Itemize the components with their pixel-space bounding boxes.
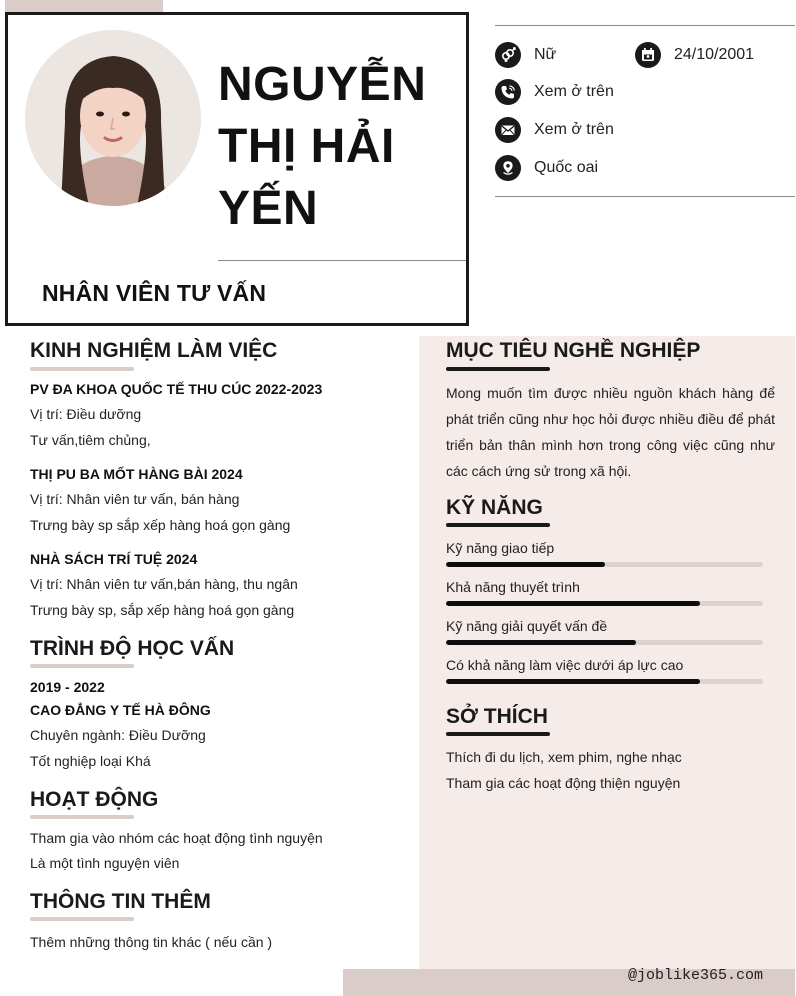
full-name — [218, 54, 458, 240]
activities-title-underline — [30, 815, 134, 819]
education-school: CAO ĐẲNG Y TẾ HÀ ĐÔNG — [30, 702, 211, 718]
skill-bar — [446, 679, 763, 684]
job-title: NHÂN VIÊN TƯ VẤN — [42, 280, 267, 306]
skill-bar — [446, 562, 763, 567]
contact-email — [495, 116, 614, 144]
name-line: THỊ HẢI — [218, 120, 395, 173]
skill-bar-fill — [446, 679, 700, 684]
skills-title: KỸ NĂNG — [446, 496, 543, 519]
skill-label: Khả năng thuyết trình — [446, 579, 580, 595]
phone-icon — [495, 79, 521, 105]
extra-info-line: Thêm những thông tin khác ( nếu cần ) — [30, 934, 273, 950]
skill-label: Kỹ năng giải quyết vấn đề — [446, 618, 608, 634]
gender-value: Nữ — [534, 46, 557, 63]
experience-line: Trưng bày sp sắp xếp hàng hoá gọn gàng — [30, 517, 291, 533]
objective-title: MỤC TIÊU NGHỀ NGHIỆP — [446, 339, 701, 362]
education-line: Chuyên ngành: Điều Dưỡng — [30, 727, 206, 743]
skill-label: Có khả năng làm việc dưới áp lực cao — [446, 657, 684, 673]
activity-line: Là một tình nguyện viên — [30, 855, 180, 871]
experience-heading: NHÀ SÁCH TRÍ TUỆ 2024 — [30, 551, 198, 567]
location-icon — [495, 155, 521, 181]
experience-line: Trưng bày sp, sắp xếp hàng hoá gọn gàng — [30, 602, 295, 618]
skill-bar-fill — [446, 562, 605, 567]
contact-birthday — [635, 41, 754, 69]
experience-heading: THỊ PU BA MỐT HÀNG BÀI 2024 — [30, 466, 243, 482]
name-line: NGUYỄN — [218, 58, 427, 111]
contact-gender — [495, 41, 556, 69]
birthday-value: 24/10/2001 — [674, 46, 755, 63]
skill-bar-fill — [446, 601, 700, 606]
phone-value: Xem ở trên — [534, 83, 614, 100]
objective-text: Mong muốn tìm được nhiều nguồn khách hàng để phát triển cũng như học hỏi được nhiều điều để phát triển bản thân mình hơn trong công việc cũng như các cách ứng sử trong xã hội. — [446, 385, 775, 479]
hobbies-title-underline — [446, 732, 550, 736]
experience-line: Vị trí: Điều dưỡng — [30, 406, 142, 422]
hobbies-title: SỞ THÍCH — [446, 705, 548, 728]
objective-title-underline — [446, 367, 550, 371]
hobby-line: Thích đi du lịch, xem phim, nghe nhạc — [446, 749, 682, 765]
contact-top-divider — [495, 25, 795, 26]
extra-info-title: THÔNG TIN THÊM — [30, 890, 211, 913]
experience-line: Vị trí: Nhân viên tư vấn,bán hàng, thu ngân — [30, 576, 298, 592]
extra-info-title-underline — [30, 917, 134, 921]
skills-title-underline — [446, 523, 550, 527]
avatar — [25, 30, 201, 206]
activity-line: Tham gia vào nhóm các hoạt động tình nguyện — [30, 830, 323, 846]
education-line: Tốt nghiệp loại Khá — [30, 753, 151, 769]
skill-bar-fill — [446, 640, 636, 645]
experience-title-underline — [30, 367, 134, 371]
name-line: YẾN — [218, 182, 319, 235]
experience-heading: PV ĐA KHOA QUỐC TẾ THU CÚC 2022-2023 — [30, 381, 323, 397]
education-title: TRÌNH ĐỘ HỌC VẤN — [30, 637, 235, 660]
activities-title: HOẠT ĐỘNG — [30, 788, 159, 811]
contact-phone — [495, 78, 614, 106]
education-title-underline — [30, 664, 134, 668]
profile-photo — [25, 30, 201, 206]
mail-icon — [495, 117, 521, 143]
skill-label: Kỹ năng giao tiếp — [446, 540, 555, 556]
address-value: Quốc oai — [534, 159, 599, 176]
education-period: 2019 - 2022 — [30, 679, 105, 695]
skill-bar — [446, 601, 763, 606]
hobby-line: Tham gia các hoạt động thiện nguyện — [446, 775, 681, 791]
contact-address — [495, 154, 598, 182]
email-value: Xem ở trên — [534, 121, 614, 138]
contact-bottom-divider — [495, 196, 795, 197]
experience-line: Vị trí: Nhân viên tư vấn, bán hàng — [30, 491, 240, 507]
watermark: @joblike365.com — [628, 967, 764, 984]
gender-icon — [495, 42, 521, 68]
experience-line: Tư vấn,tiêm chủng, — [30, 432, 151, 448]
calendar-icon — [635, 42, 661, 68]
name-divider — [218, 260, 466, 261]
skill-bar — [446, 640, 763, 645]
experience-title: KINH NGHIỆM LÀM VIỆC — [30, 339, 278, 362]
